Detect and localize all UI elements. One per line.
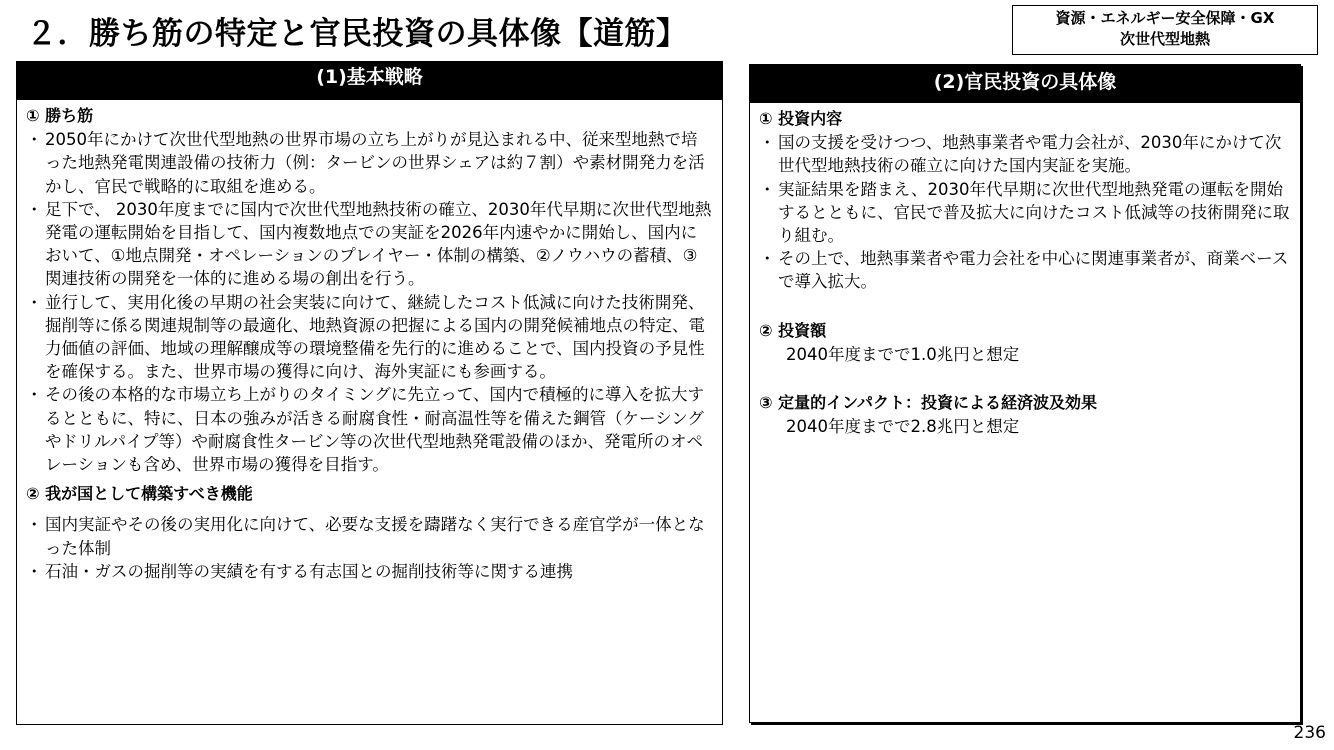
investment-content-heading: ① 投資内容 [759, 109, 843, 128]
page-title: ２．勝ち筋の特定と官民投資の具体像【道筋】 [26, 16, 688, 52]
basic-strategy-header: (1)基本戦略 [17, 62, 722, 100]
winning-path-list [26, 128, 712, 476]
winning-path-heading: ① 勝ち筋 [26, 106, 94, 125]
spacer [759, 294, 1290, 317]
list-item: ・ 並行して、実用化後の早期の社会実装に向けて、継続したコスト低減に向けた技術開発、掘削等に係る関連規制等の最適化、地熱資源の把握による国内の開発候補地点の特定、電力価値の評価、地域の理解醸成等の環境整備を先行的に進めることで、国内投資の予見性を確保する。また、世界市場の獲得に向け、海外実証にも参画する。 [26, 291, 712, 384]
list-item: ・ その上で、地熱事業者や電力会社を中心に関連事業者が、商業ベースで導入拡大。 [759, 247, 1290, 293]
list-item: ・ 実証結果を踏まえ、2030年代早期に次世代型地熱発電の運転を開始するとともに、官民で普及拡大に向けたコスト低減等の技術開発に取り組む。 [759, 178, 1290, 248]
list-item: ・ その後の本格的な市場立ち上がりのタイミングに先立って、国内で積極的に導入を拡大するとともに、特に、日本の強みが活きる耐腐食性・耐高温性等を備えた鋼管（ケーシングやドリルパイプ等）や耐腐食性タービン等の次世代型地熱発電設備のほか、発電所のオペレーションも含め、世界市場の獲得を目指す。 [26, 383, 712, 476]
basic-strategy-panel [16, 61, 723, 725]
investment-amount-heading: ② 投資額 [759, 320, 827, 340]
list-item: ・ 国の支援を受けつつ、地熱事業者や電力会社が、2030年にかけて次世代型地熱技術の確立に向けた国内実証を実施。 [759, 131, 1290, 177]
category-tag [1012, 5, 1318, 55]
basic-strategy-body [17, 100, 722, 583]
category-tag-line2: 次世代型地熱 [1119, 30, 1210, 48]
list-item: ・ 足下で、 2030年度までに国内で次世代型地熱技術の確立、2030年代早期に次世代型地熱発電の運転開始を目指して、国内複数地点での実証を2026年内速やかに開始し、国内において、①地点開発・オペレーションのプレイヤー・体制の構築、②ノウハウの蓄積、③関連技術の開発を一体的に進める場の創出を行う。 [26, 198, 712, 291]
investment-panel [749, 64, 1301, 723]
list-item: ・ 2050年にかけて次世代型地熱の世界市場の立ち上がりが見込まれる中、従来型地熱で培った地熱発電関連設備の技術力（例：タービンの世界シェアは約７割）や素材開発力を活かし、官民で戦略的に取組を進める。 [26, 128, 712, 198]
list-item: ・ 石油・ガスの掘削等の実績を有する有志国との掘削技術等に関する連携 [26, 560, 712, 583]
spacer [759, 366, 1290, 389]
investment-body [750, 103, 1300, 438]
required-functions-heading: ② 我が国として構築すべき機能 [26, 484, 253, 504]
economic-impact-value: 2040年度までで2.8兆円と想定 [786, 417, 1020, 437]
required-functions-list [26, 513, 712, 583]
investment-content-list [759, 131, 1290, 293]
list-item: ・ 国内実証やその後の実用化に向けて、必要な支援を躊躇なく実行できる産官学が一体となった体制 [26, 513, 712, 559]
investment-header: (2)官民投資の具体像 [750, 65, 1300, 103]
page-number: 236 [1293, 723, 1326, 743]
economic-impact-heading: ③ 定量的インパクト：投資による経済波及効果 [759, 393, 1097, 413]
category-tag-line1: 資源・エネルギー安全保障・GX [1055, 9, 1275, 27]
investment-amount-value: 2040年度までで1.0兆円と想定 [786, 344, 1020, 364]
